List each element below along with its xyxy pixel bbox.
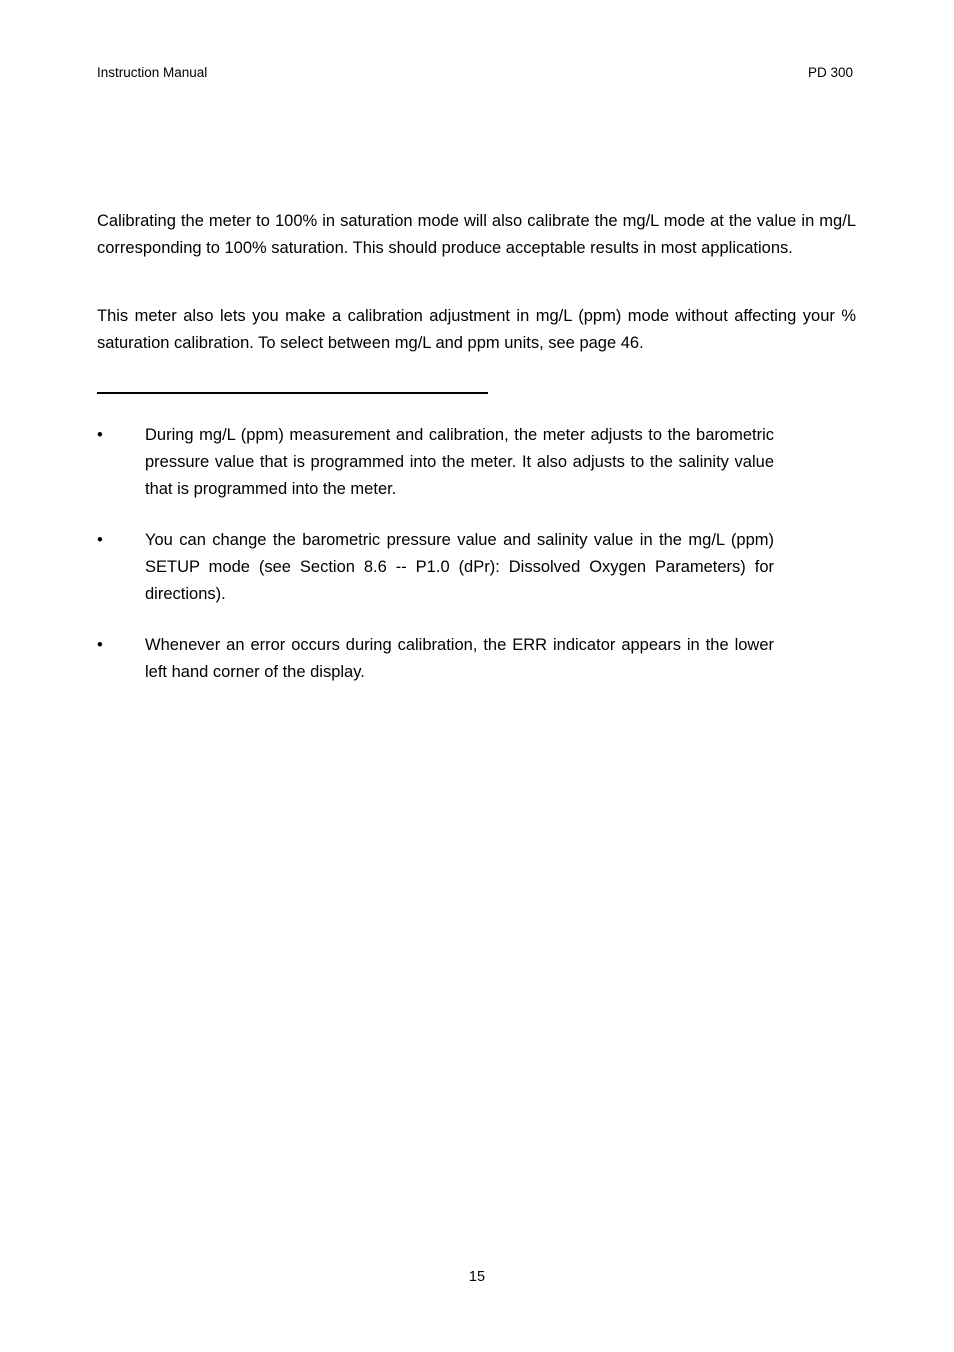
note-text: You can change the barometric pressure value and salinity value in the mg/L (ppm) SETUP mode (see Section 8.6 -- P1.0 (dPr): Dissolved Oxygen Parameters) for directions). — [145, 531, 774, 603]
bullet-icon: • — [97, 636, 103, 654]
header-model-name: PD 300 — [807, 65, 853, 80]
note-item-barometric — [97, 422, 774, 503]
bullet-icon: • — [97, 531, 103, 549]
note-text: During mg/L (ppm) measurement and calibration, the meter adjusts to the barometric pressure value that is programmed into the meter. It also adjusts to the salinity value that is programmed into the meter. — [145, 426, 774, 498]
note-text: Whenever an error occurs during calibration, the ERR indicator appears in the lower left hand corner of the display. — [145, 636, 774, 681]
page-number: 15 — [468, 1269, 486, 1285]
bullet-icon: • — [97, 426, 103, 444]
header-document-title: Instruction Manual — [97, 65, 208, 80]
note-item-setup — [97, 527, 774, 608]
section-divider — [97, 392, 488, 394]
paragraph-saturation-calibration: Calibrating the meter to 100% in saturation mode will also calibrate the mg/L mode at the value in mg/L corresponding to 100% saturation. This should produce acceptable results in most applications. — [97, 212, 856, 257]
paragraph-mgl-calibration: This meter also lets you make a calibration adjustment in mg/L (ppm) mode without affecting your % saturation calibration. To select between mg/L and ppm units, see page 46. — [97, 307, 856, 352]
note-item-error — [97, 632, 774, 686]
notes-list — [97, 422, 774, 710]
